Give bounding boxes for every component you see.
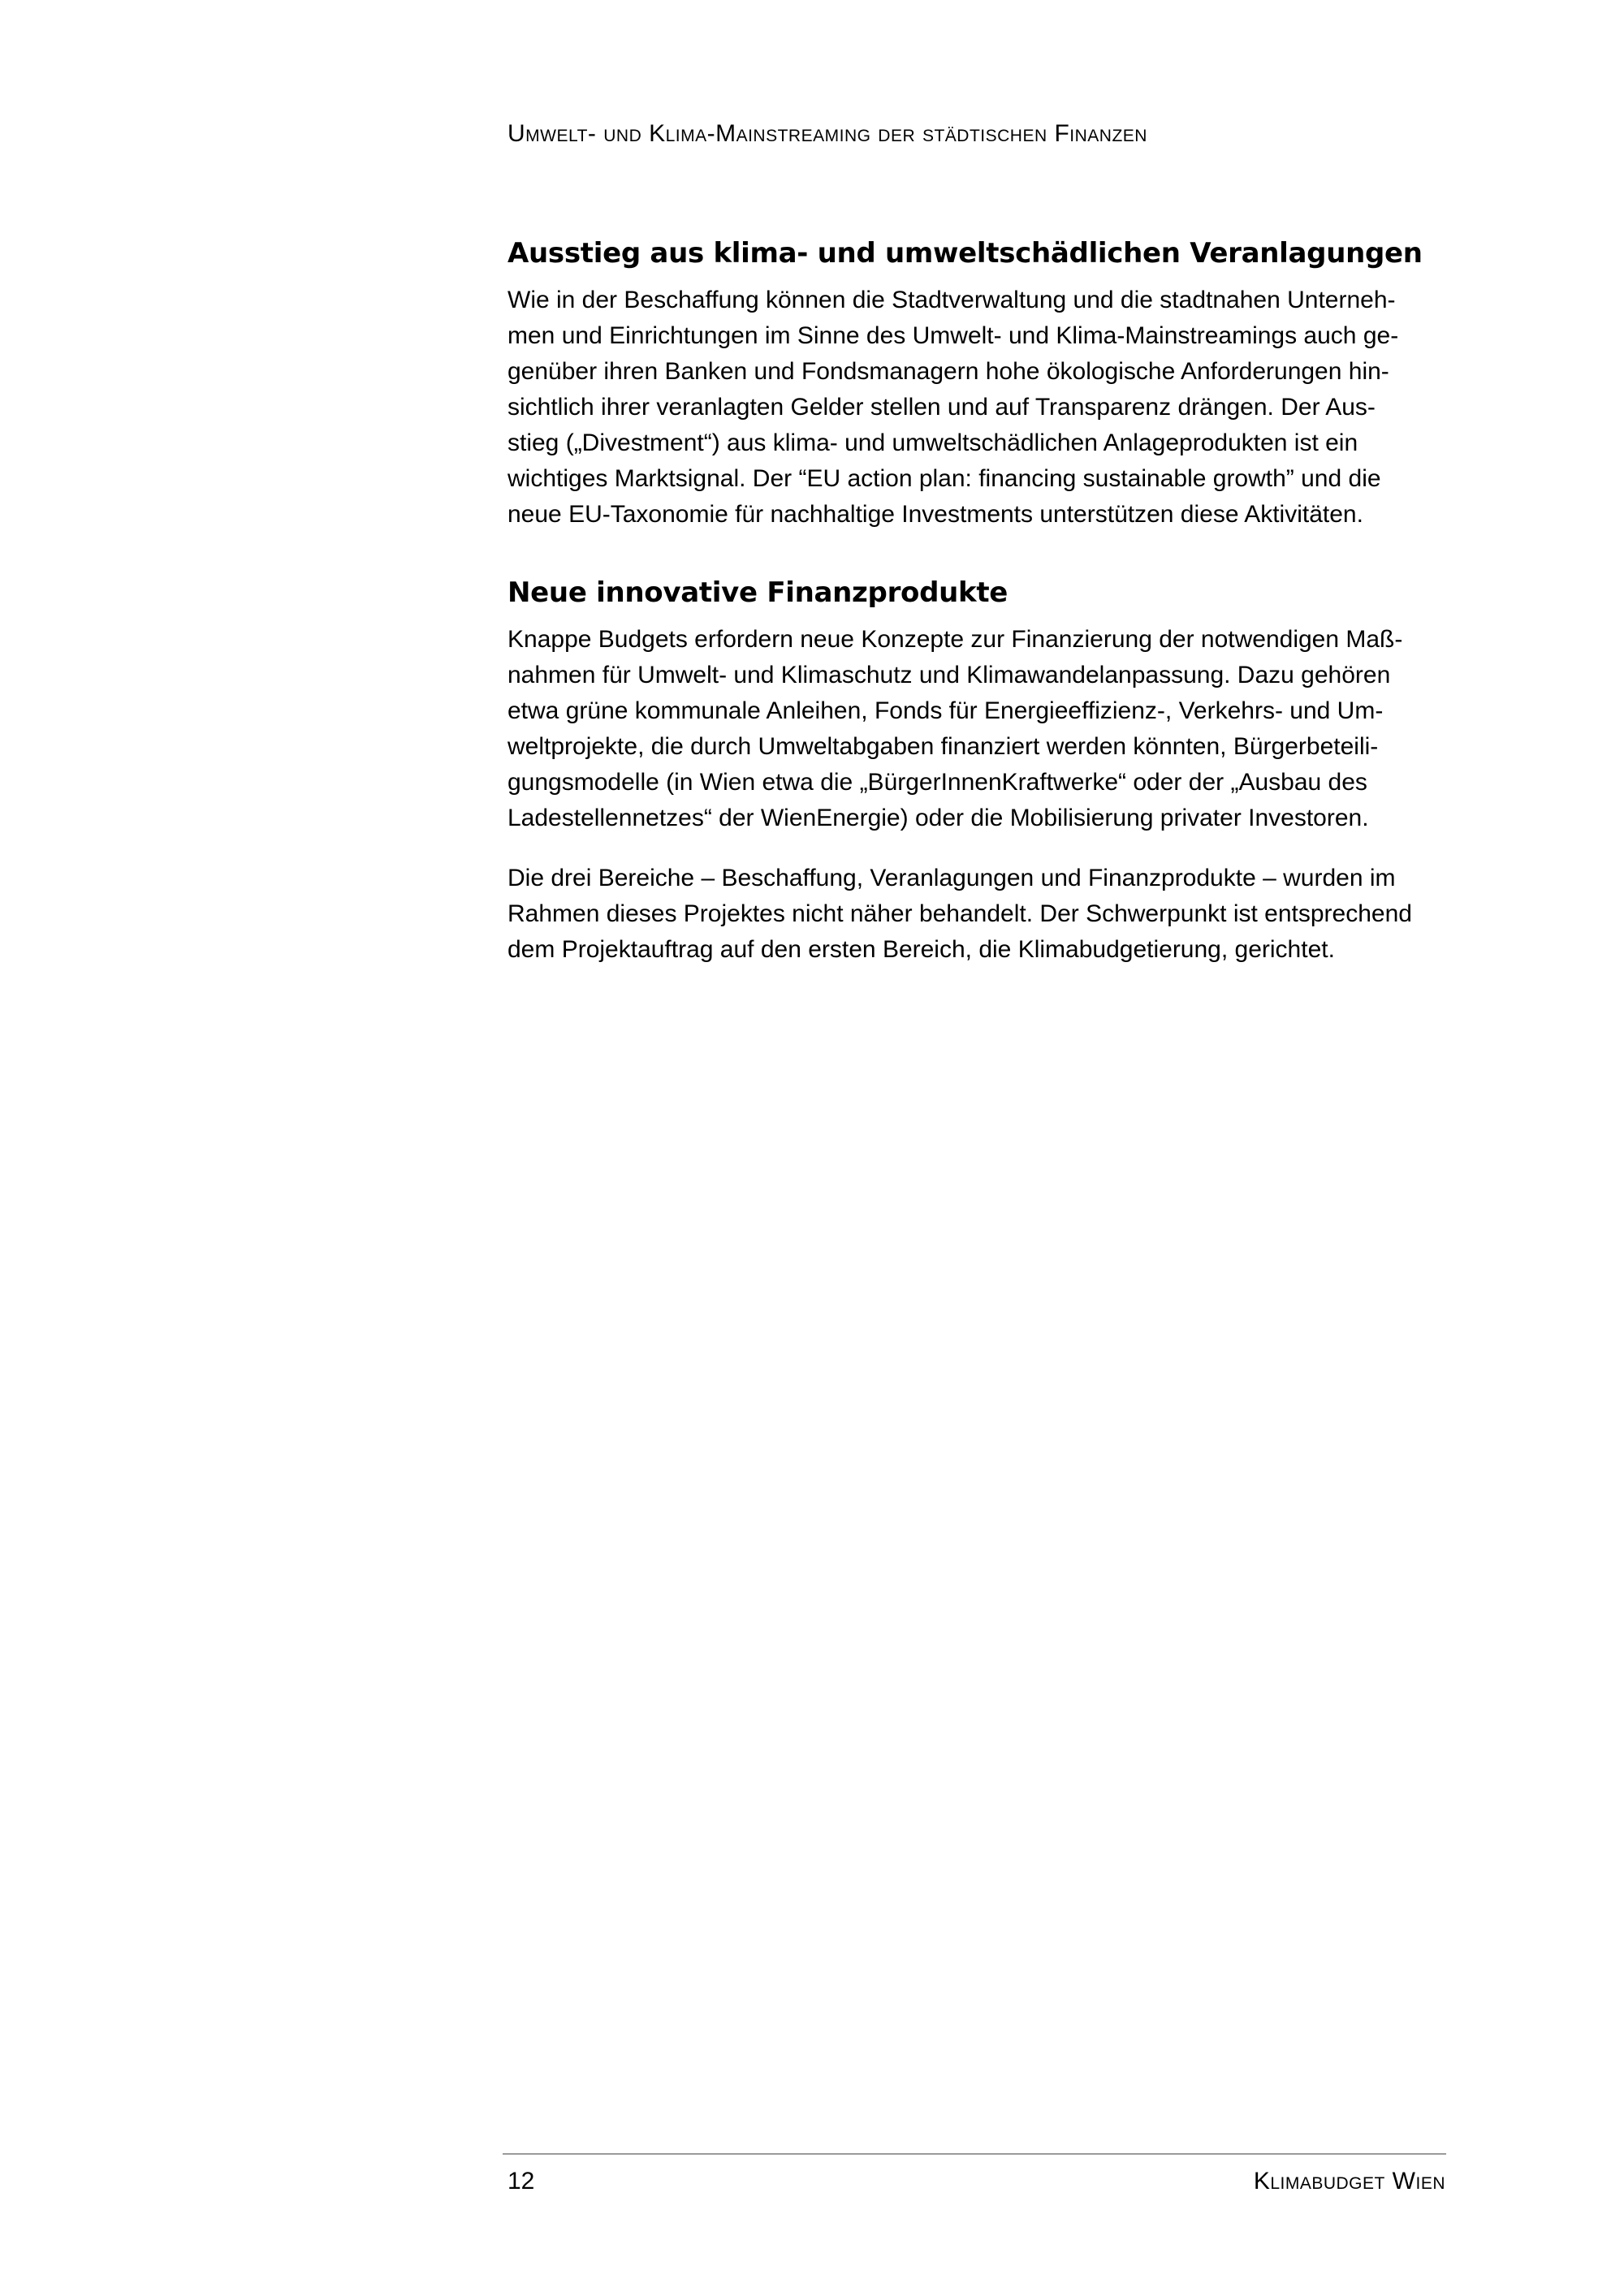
paragraph — [508, 283, 1445, 533]
paragraph — [508, 622, 1445, 836]
text-line: sichtlich ihrer veranlagten Gelder stellen und auf Transparenz drängen. Der Aus- — [508, 394, 1376, 421]
footer-title: Klimabudget Wien — [1253, 2168, 1445, 2195]
main-content — [508, 235, 1445, 1010]
section-financial-products — [508, 575, 1445, 968]
section-divestment — [508, 235, 1445, 533]
section-heading: Neue innovative Finanzprodukte — [508, 576, 1009, 609]
section-heading: Ausstieg aus klima- und umweltschädlichen Veranlagungen — [508, 237, 1423, 270]
paragraph — [508, 861, 1445, 968]
text-line: gungsmodelle (in Wien etwa die „BürgerInnenKraftwerke“ oder der „Ausbau des — [508, 769, 1367, 796]
text-line: dem Projektauftrag auf den ersten Bereich, die Klimabudgetierung, gerichtet. — [508, 936, 1335, 963]
text-line: men und Einrichtungen im Sinne des Umwelt- und Klima-Mainstreamings auch ge- — [508, 322, 1399, 349]
text-line: genüber ihren Banken und Fondsmanagern hohe ökologische Anforderungen hin- — [508, 358, 1389, 385]
text-line: Die drei Bereiche – Beschaffung, Veranlagungen und Finanzprodukte – wurden im — [508, 865, 1396, 891]
text-line: Knappe Budgets erfordern neue Konzepte zur Finanzierung der notwendigen Maß- — [508, 626, 1403, 653]
text-line: stieg („Divestment“) aus klima- und umweltschädlichen Anlageprodukten ist ein — [508, 429, 1358, 456]
footer-divider — [503, 2153, 1446, 2155]
text-line: nahmen für Umwelt- und Klimaschutz und Klimawandelanpassung. Dazu gehören — [508, 662, 1391, 688]
text-line: Wie in der Beschaffung können die Stadtverwaltung und die stadtnahen Unterneh- — [508, 287, 1396, 313]
running-header: Umwelt- und Klima-Mainstreaming der städtischen Finanzen — [508, 120, 1147, 147]
text-line: Ladestellennetzes“ der WienEnergie) oder die Mobilisierung privater Investoren. — [508, 805, 1369, 831]
text-line: etwa grüne kommunale Anleihen, Fonds für Energieeffizienz-, Verkehrs- und Um- — [508, 697, 1384, 724]
text-line: Rahmen dieses Projektes nicht näher behandelt. Der Schwerpunkt ist entsprechend — [508, 900, 1412, 927]
page-number: 12 — [508, 2168, 535, 2195]
text-line: neue EU-Taxonomie für nachhaltige Investments unterstützen diese Aktivitäten. — [508, 501, 1363, 528]
text-line: weltprojekte, die durch Umweltabgaben finanziert werden könnten, Bürgerbeteili- — [508, 733, 1379, 760]
text-line: wichtiges Marktsignal. Der “EU action plan: financing sustainable growth” und die — [508, 465, 1381, 492]
